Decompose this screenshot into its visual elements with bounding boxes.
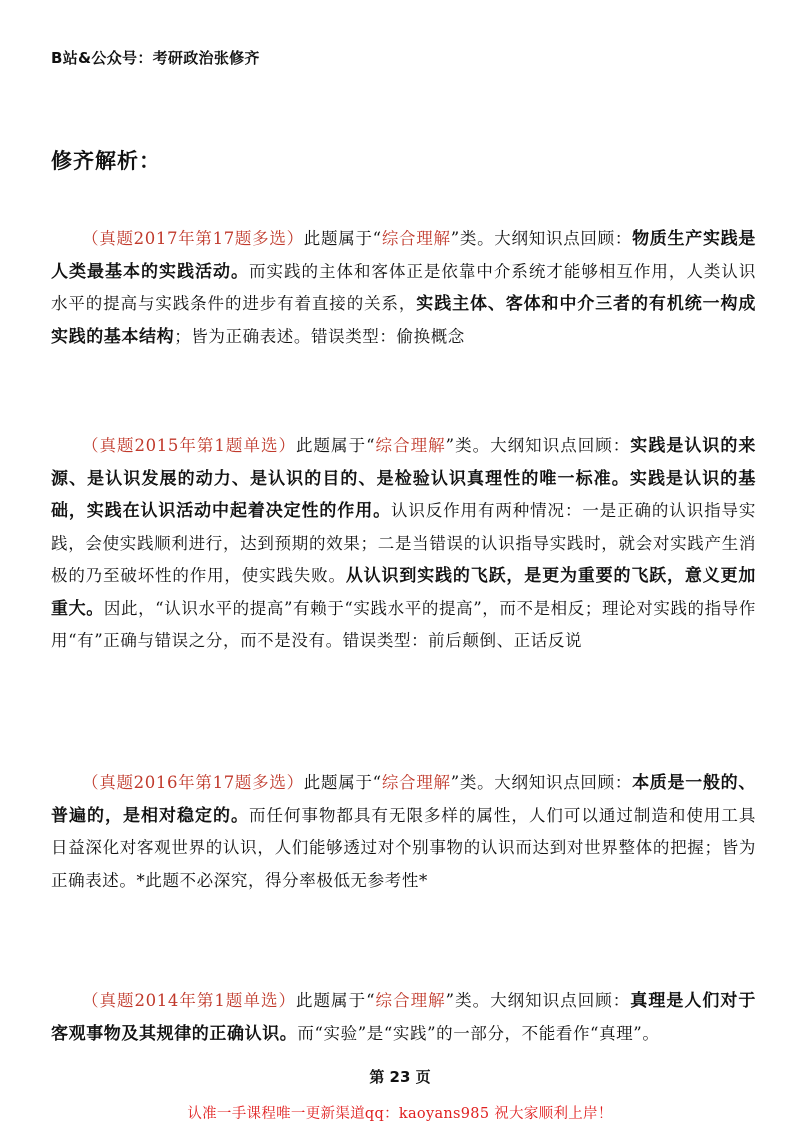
text: ”类。大纲知识点回顾： xyxy=(450,229,633,248)
question-tag: （真题2015年第1题单选） xyxy=(82,436,297,455)
bold-point: 从认识到实践的飞跃，是更为重要的飞跃，意义更加重大。 xyxy=(51,566,756,619)
question-tag: （真题2017年第17题多选） xyxy=(82,229,304,248)
text: 而实践的主体和客体正是依靠中介系统才能够相互作用，人类认识水平的提高与实践条件的进步有着直接的关系， xyxy=(51,261,756,313)
keyword: 综合理解 xyxy=(375,436,446,455)
text: ”类。大纲知识点回顾： xyxy=(445,991,631,1010)
keyword: 综合理解 xyxy=(381,773,451,792)
page-number: 第 23 页 xyxy=(369,1068,431,1086)
text: 因此，“认识水平的提高”有赖于“实践水平的提高”，而不是相反；理论对实践的指导作用“有”正确与错误之分，而不是没有。错误类型：前后颠倒、正话反说 xyxy=(51,598,756,650)
bold-point: 物质生产实践是人类最基本的实践活动。 xyxy=(51,229,756,282)
footer-text: 认准一手课程唯一更新渠道qq：kaoyans985 祝大家顺利上岸！ xyxy=(187,1106,613,1122)
bold-point: 实践是认识的来源、是认识发展的动力、是认识的目的、是检验认识真理性的唯一标准。实践是认识的基础，实践在认识活动中起着决定性的作用。 xyxy=(51,436,757,521)
header-text: B站&公众号：考研政治张修齐 xyxy=(51,49,260,67)
text: 此题属于“ xyxy=(296,991,376,1010)
text: 而任何事物都具有无限多样的属性，人们可以通过制造和使用工具日益深化对客观世界的认识，人们能够透过对个别事物的认识而达到对世界整体的把握；皆为正确表述。*此题不必深究，得分率极低无参考性* xyxy=(51,805,756,890)
keyword: 综合理解 xyxy=(381,229,451,248)
bold-point: 真理是人们对于客观事物及其规律的正确认识。 xyxy=(51,991,757,1044)
analysis-paragraph xyxy=(51,223,756,353)
analysis-paragraph xyxy=(51,985,756,1050)
text: 此题属于“ xyxy=(296,436,376,455)
keyword: 综合理解 xyxy=(375,991,446,1010)
bold-point: 本质是一般的、普遍的，是相对稳定的。 xyxy=(51,773,756,826)
bold-point: 实践主体、客体和中介三者的有机统一构成实践的基本结构 xyxy=(51,294,756,347)
question-tag: （真题2014年第1题单选） xyxy=(82,991,297,1010)
text: ”类。大纲知识点回顾： xyxy=(450,773,633,792)
text: 此题属于“ xyxy=(303,773,382,792)
text: 此题属于“ xyxy=(303,229,382,248)
section-title: 修齐解析： xyxy=(51,149,161,173)
text: ；皆为正确表述。错误类型：偷换概念 xyxy=(174,326,465,346)
text: 认识反作用有两种情况：一是正确的认识指导实践，会使实践顺利进行，达到预期的效果；二是当错误的认识指导实践时，就会对实践产生消极的乃至破坏性的作用，使实践失败。 xyxy=(51,501,756,585)
text: ”类。大纲知识点回顾： xyxy=(445,436,631,455)
text: 而“实验”是“实践”的一部分，不能看作“真理”。 xyxy=(297,1023,660,1043)
analysis-paragraph xyxy=(51,767,756,897)
analysis-paragraph xyxy=(51,430,756,658)
question-tag: （真题2016年第17题多选） xyxy=(82,773,304,792)
